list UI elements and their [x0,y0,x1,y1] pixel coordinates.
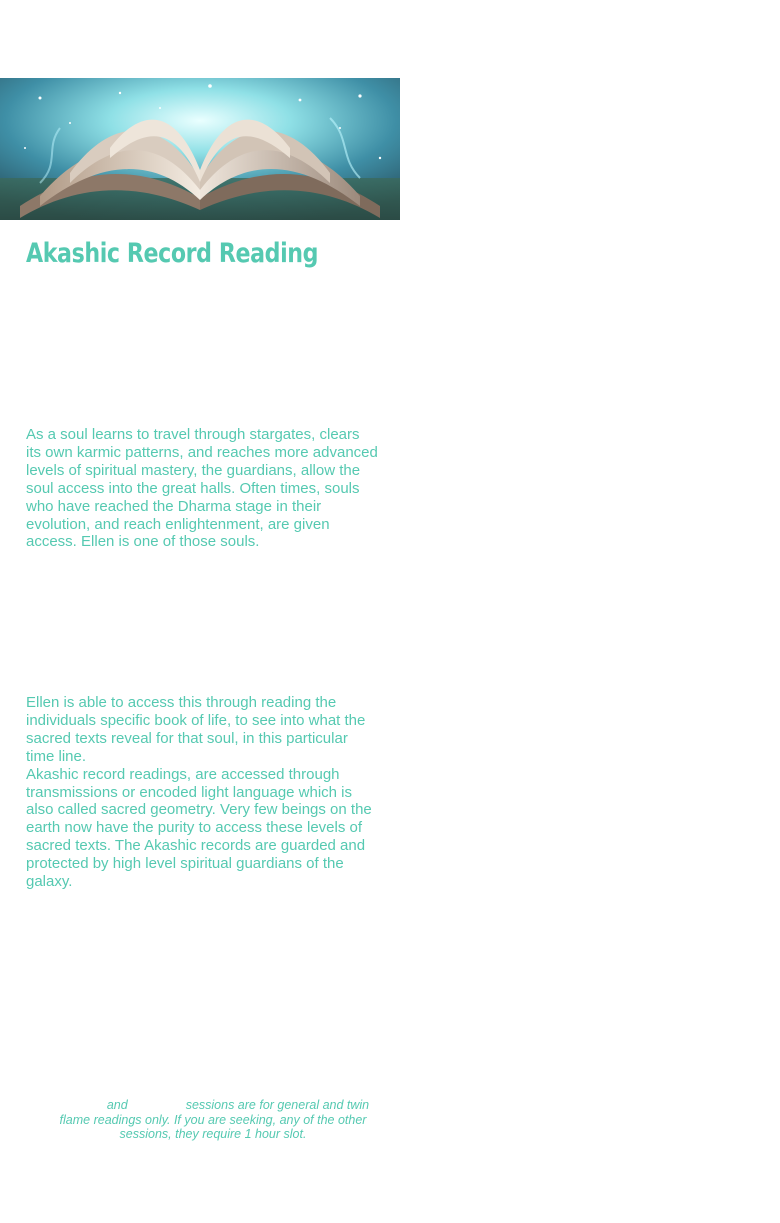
hero-image [0,78,400,220]
open-book-illustration [0,78,400,220]
akashic-readings-paragraph: Akashic record readings, are accessed through transmissions or encoded light language which is also called sacred geometry. Very few beings on the earth now have the purity to access these levels of sacred texts. The Akashic records are guarded and protected by high level spiritual guardians of the galaxy. [26,765,372,891]
intro-paragraph: As a soul learns to travel through stargates, clears its own karmic patterns, and reaches more advanced levels of spiritual mastery, the guardians, allow the soul access into the great halls. Often times, souls who have reached the Dharma stage in their evolution, and reach enlightenment, are given access. Ellen is one of those souls. [26,426,378,551]
sessions-note-and: and [106,1098,128,1112]
description-block [26,694,378,891]
sessions-note [40,1098,386,1142]
book-of-life-paragraph: Ellen is able to access this through reading the individuals specific book of life, to see into what the sacred texts reveal for that soul, in this particular time line. [26,694,366,765]
sessions-note-text: sessions are for general and twin flame readings only. If you are seeking, any of the other sessions, they require 1 hour slot. [59,1098,370,1142]
page-title: Akashic Record Reading [26,238,319,269]
